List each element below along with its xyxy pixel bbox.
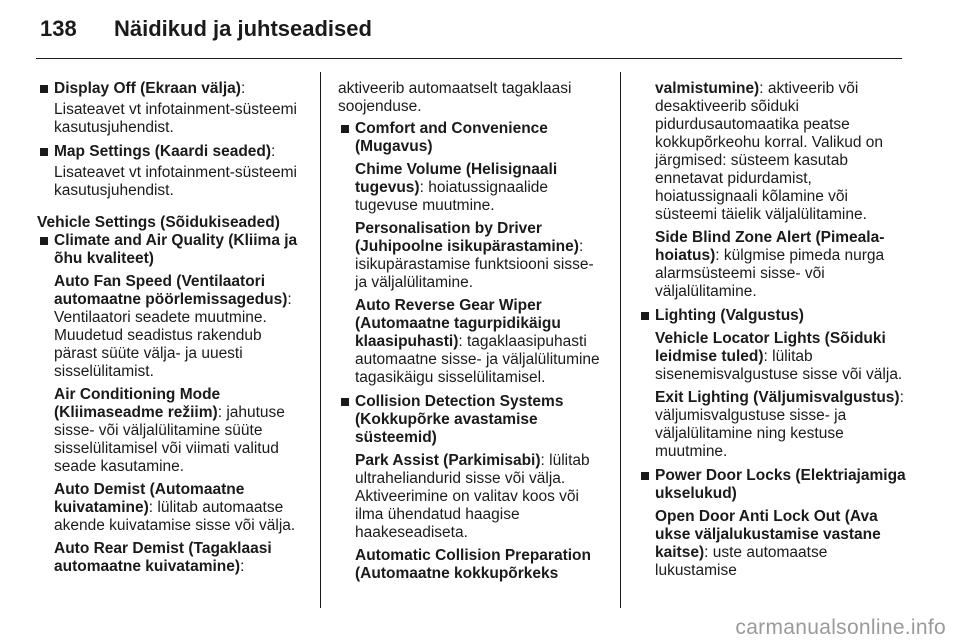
bullet-icon: [641, 472, 649, 480]
bullet-icon: [40, 148, 48, 156]
section-heading: Vehicle Settings (Sõidukiseaded): [37, 214, 280, 231]
item-heading: Comfort and Convenience (Mugavus): [355, 120, 548, 155]
item-heading: Display Off (Ekraan välja): [54, 80, 241, 97]
bullet-icon: [40, 85, 48, 93]
item-heading: valmistumine): [655, 80, 760, 97]
paragraph: valmistumine): aktiveerib või desaktiveerib sõiduki pidurdusautomaatika peatse kokkupõrkeohu korral. Valikud on järgmised: süsteem kasutab ennetavat pidurdamist, hoiatussignaali kõlamine või süsteemi täielik väljalülitamine.: [655, 80, 884, 223]
column-right: [638, 80, 908, 580]
paragraph: Side Blind Zone Alert (Pimeala-hoiatus): külgmise pimeda nurga alarmsüsteemi sisse- või väljalülitamine.: [655, 229, 885, 300]
item-text: lülitab ultraheliandurid sisse või välja. Aktiveerimine on valitav koos või ilma ühendatud haagise haakeseadiseta.: [355, 452, 590, 541]
page-number: 138: [40, 16, 77, 41]
paragraph: Chime Volume (Helisignaali tugevus): hoiatussignaalide tugevuse muutmine.: [355, 161, 558, 214]
paragraph: Open Door Anti Lock Out (Ava ukse väljalukustamise vastane kaitse): uste automaatse lukustamise: [655, 508, 881, 579]
paragraph: Auto Rear Demist (Tagaklaasi automaatne kuivatamine):: [54, 540, 272, 575]
item-text: külgmise pimeda nurga alarmsüsteemi sisse- või väljalülitamine.: [655, 247, 885, 300]
column-left: [37, 80, 305, 576]
column-middle: [338, 80, 608, 583]
item-heading: Automatic Collision Preparation (Automaatne kokkupõrkeks: [355, 547, 591, 582]
paragraph: Personalisation by Driver (Juhipoolne isikupärastamine): isikupärastamise funktsiooni sisse- ja väljalülitamine.: [355, 220, 594, 291]
item-text: tagaklaasipuhasti automaatne sisse- ja väljalülitumine tagasikäigu sisselülitamisel.: [355, 333, 600, 386]
item-text: aktiveerib või desaktiveerib sõiduki pidurdusautomaatika peatse kokkupõrkeohu korral. Valikud on järgmised: süsteem kasutab ennetavat pidurdamist, hoiatussignaali kõlamine või süsteemi täielik väljalülitamine.: [655, 80, 884, 223]
item-heading: Collision Detection Systems (Kokkupõrke avastamise süsteemid): [355, 393, 564, 446]
item-heading: Map Settings (Kaardi seaded): [54, 143, 272, 160]
bullet-icon: [641, 312, 649, 320]
header-rule: [36, 58, 902, 59]
list-item: [638, 307, 908, 325]
item-heading: Lighting (Valgustus): [655, 307, 804, 324]
paragraph: Vehicle Locator Lights (Sõiduki leidmise tuled): lülitab sisenemisvalgustuse sisse või välja.: [655, 330, 903, 383]
list-item: [338, 120, 608, 156]
paragraph: Auto Reverse Gear Wiper (Automaatne tagurpidikäigu klaasipuhasti): tagaklaasipuhasti automaatne sisse- ja väljalülitumine tagasikäigu sisselülitamisel.: [355, 297, 600, 386]
item-heading: Air Conditioning Mode (Kliimaseadme režiim): [54, 386, 221, 421]
paragraph: Park Assist (Parkimisabi): lülitab ultraheliandurid sisse või välja. Aktiveerimine on valitav koos või ilma ühendatud haagise haakeseadiseta.: [355, 452, 590, 541]
item-heading: Side Blind Zone Alert (Pimeala-hoiatus): [655, 229, 885, 264]
item-heading: Chime Volume (Helisignaali tugevus): [355, 161, 558, 196]
item-heading: Auto Demist (Automaatne kuivatamine): [54, 481, 245, 516]
bullet-icon: [40, 237, 48, 245]
item-text: aktiveerib automaatselt tagaklaasi soojenduse.: [338, 80, 572, 115]
paragraph: Exit Lighting (Väljumisvalgustus): väljumisvalgustuse sisse- ja väljalülitamine ning kestuse muutmine.: [655, 389, 904, 460]
column-divider: [320, 72, 321, 608]
item-text: isikupärastamise funktsiooni sisse- ja väljalülitamine.: [355, 256, 594, 291]
paragraph: Auto Fan Speed (Ventilaatori automaatne pöörlemissagedus): Ventilaatori seadete muutmine. Muudetud seadistus rakendub pärast süüte välja- ja uuesti sisselülitamist.: [54, 273, 292, 380]
list-item: [37, 232, 305, 268]
item-heading: Personalisation by Driver (Juhipoolne isikupärastamine): [355, 220, 579, 255]
watermark: carmanualsonline.info: [735, 616, 946, 639]
bullet-icon: [341, 398, 349, 406]
item-heading: Auto Reverse Gear Wiper (Automaatne tagurpidikäigu klaasipuhasti): [355, 297, 561, 350]
item-heading: Vehicle Locator Lights (Sõiduki leidmise tuled): [655, 330, 886, 365]
item-text: Ventilaatori seadete muutmine. Muudetud seadistus rakendub pärast süüte välja- ja uuesti sisselülitamist.: [54, 309, 267, 380]
item-text: lülitab sisenemisvalgustuse sisse või välja.: [655, 348, 903, 383]
paragraph: [338, 547, 608, 583]
page-header: [40, 16, 940, 56]
item-heading: Open Door Anti Lock Out (Ava ukse väljalukustamise vastane kaitse): [655, 508, 881, 561]
item-text: uste automaatse lukustamise: [655, 544, 828, 579]
page-title: Näidikud ja juhtseadised: [114, 16, 372, 41]
item-heading: Power Door Locks (Elektriajamiga ukselukud): [655, 467, 906, 502]
list-item: Display Off (Ekraan välja):: [37, 80, 305, 98]
paragraph: Auto Demist (Automaatne kuivatamine): lülitab automaatse akende kuivatamise sisse või välja.: [54, 481, 296, 534]
item-text: Lisateavet vt infotainment-süsteemi kasutusjuhendist.: [54, 164, 297, 199]
item-text: väljumisvalgustuse sisse- ja väljalülitamine ning kestuse muutmine.: [655, 407, 847, 460]
item-heading: Auto Fan Speed (Ventilaatori automaatne pöörlemissagedus): [54, 273, 288, 308]
list-item: [638, 467, 908, 503]
item-text: hoiatussignaalide tugevuse muutmine.: [355, 179, 549, 214]
item-text: lülitab automaatse akende kuivatamise sisse või välja.: [54, 499, 296, 534]
bullet-icon: [341, 125, 349, 133]
item-heading: Exit Lighting (Väljumisvalgustus): [655, 389, 900, 406]
list-item: [338, 393, 608, 447]
item-text: jahutuse sisse- või väljalülitamine süüte sisselülitamisel või viimati valitud seade kasutamine.: [54, 404, 285, 475]
list-item: Map Settings (Kaardi seaded):: [37, 143, 305, 161]
item-heading: Auto Rear Demist (Tagaklaasi automaatne kuivatamine): [54, 540, 272, 575]
column-divider: [620, 72, 621, 608]
item-heading: Climate and Air Quality (Kliima ja õhu kvaliteet): [54, 232, 298, 267]
item-heading: Park Assist (Parkimisabi): [355, 452, 541, 469]
item-text: Lisateavet vt infotainment-süsteemi kasutusjuhendist.: [54, 101, 297, 136]
paragraph: Air Conditioning Mode (Kliimaseadme režiim): jahutuse sisse- või väljalülitamine süüte sisselülitamisel või viimati valitud seade kasutamine.: [54, 386, 285, 475]
